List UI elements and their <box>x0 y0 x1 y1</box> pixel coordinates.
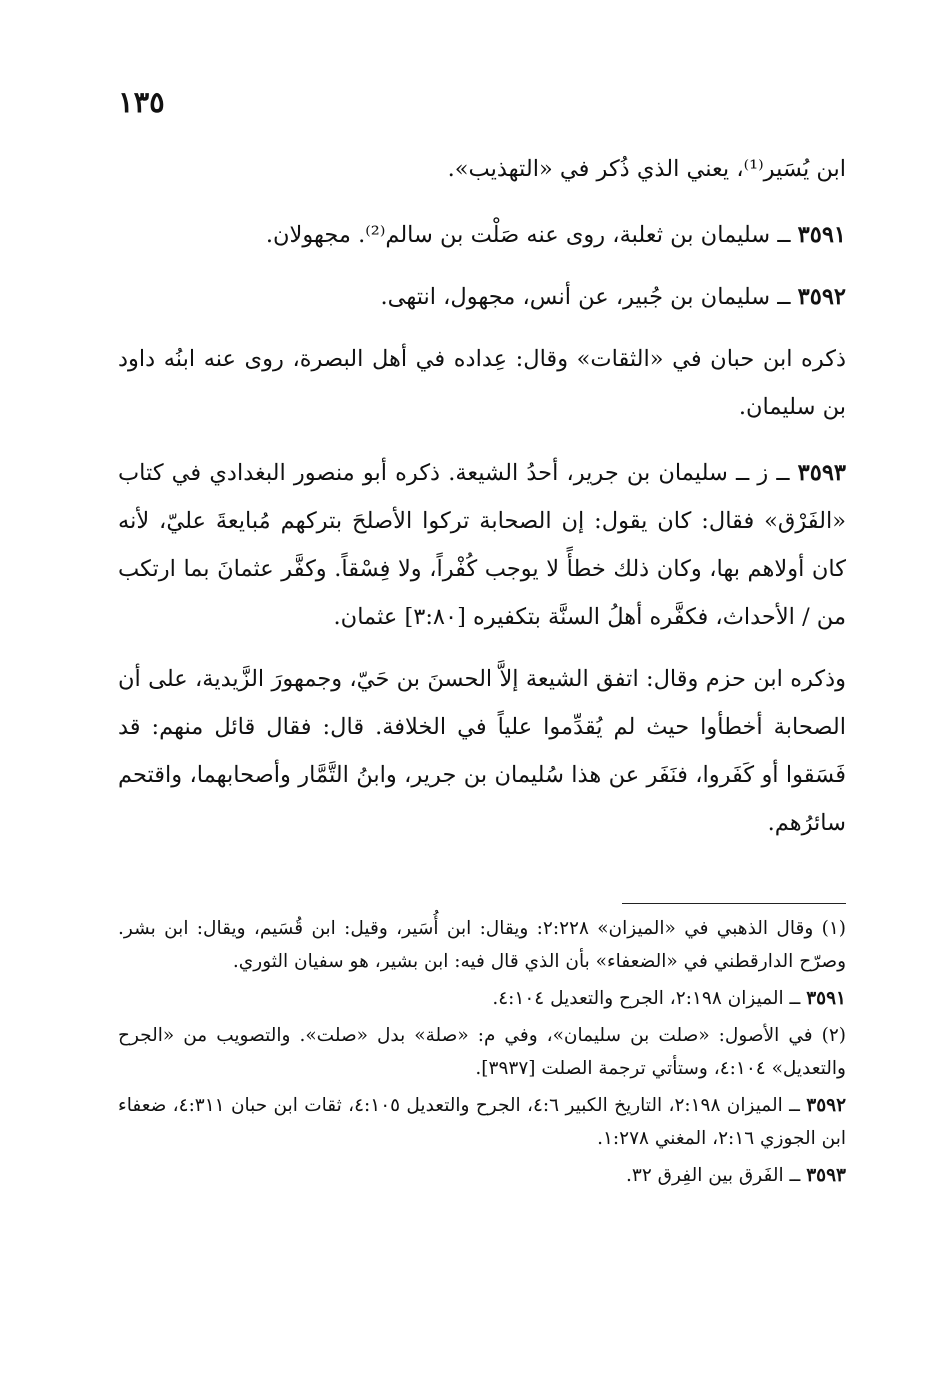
entry-number: ٣٥٩٢ <box>797 284 846 310</box>
source-note-3591 <box>118 982 846 1015</box>
page-number: ١٣٥ <box>118 85 165 119</box>
footnote-text: ــ الفَرق بين الفِرق ٣٢. <box>626 1165 801 1186</box>
footnote-label: ٣٥٩٣ <box>806 1165 846 1186</box>
source-note-3593 <box>118 1159 846 1192</box>
entry-text: ــ سليمان بن جُبير، عن أنس، مجهول، انتهى. <box>380 284 791 310</box>
entry-3591 <box>118 211 846 259</box>
entry-3593 <box>118 449 846 641</box>
footnote-label: ٣٥٩٢ <box>806 1095 847 1116</box>
footnote-text: وقال الذهبي في «الميزان» ٢:٢٢٨: ويقال: ابن أُسَير، وقيل: ابن قُسَيم، ويقال: ابن بشر. وصرّح الدارقطني في «الضعفاء» بأن الذي قال فيه: ابن بشير، هو سفيان الثوري. <box>118 918 846 972</box>
entry-number: ٣٥٩١ <box>797 222 846 248</box>
footnote-label: (١) <box>821 918 846 939</box>
footnote-separator <box>622 903 846 904</box>
main-text <box>118 145 846 865</box>
entry-text-end: عثمان. <box>333 604 398 630</box>
footnote-label: ٣٥٩١ <box>806 988 846 1009</box>
entry-text: ــ سليمان بن ثعلبة، روى عنه صَلْت بن سالم⁽²⁾. مجهولان. <box>265 222 791 248</box>
footnotes <box>118 912 846 1196</box>
footnote-text: في الأصول: «صلت بن سليمان»، وفي م: «صلة» بدل «صلت». والتصويب من «الجرح والتعديل» ٤:١٠٤، وستأتي ترجمة الصلت [٣٩٣٧]. <box>118 1025 846 1079</box>
entry-3592 <box>118 273 846 321</box>
entry-number: ٣٥٩٣ <box>797 460 846 486</box>
source-note-3592 <box>118 1089 846 1155</box>
footnote-text: ــ الميزان ٢:١٩٨، التاريخ الكبير ٤:٦، الجرح والتعديل ٤:١٠٥، ثقات ابن حبان ٤:٣١١، ضعفاء ابن الجوزي ٢:١٦، المغني ١:٢٧٨. <box>118 1095 846 1149</box>
footnote-2 <box>118 1019 846 1085</box>
entry-text: ــ ز ــ سليمان بن جرير، أحدُ الشيعة. ذكره أبو منصور البغدادي في كتاب «الفَرْق» فقال: كان يقول: إن الصحابة تركوا الأصلحَ بتركهم مُبايعةَ عليّ، لأنه كان أولاهم بها، وكان ذلك خطأً لا يوجب كُفْراً، ولا فِسْقاً. وكفَّر عثمانَ بما ارتكب من / الأحداث، فكفَّره أهلُ السنَّة بتكفيره <box>118 460 846 630</box>
paragraph-3592-note: ذكره ابن حبان في «الثقات» وقال: عِداده في أهل البصرة، روى عنه ابنُه داود بن سليمان. <box>118 346 846 420</box>
footnote-1 <box>118 912 846 978</box>
paragraph-ibn-hazm: وذكره ابن حزم وقال: اتفق الشيعة إلاَّ الحسنَ بن حَيّ، وجمهورَ الزَّيدية، على أن الصحابة أخطأوا حيث لم يُقدِّموا علياً في الخلافة. قال: فقال قائل منهم: قد فَسَقوا أو كَفَروا، فنَفَر عن هذا سُليمان بن جرير، وابنُ التَّمَّار وأصحابهما، واقتحم سائرُهم. <box>118 666 846 836</box>
footnote-text: ــ الميزان ٢:١٩٨، الجرح والتعديل ٤:١٠٤. <box>492 988 801 1009</box>
footnote-label: (٢) <box>821 1025 846 1046</box>
paragraph-continuation: ابن يُسَير⁽¹⁾، يعني الذي ذُكر في «التهذيب». <box>447 156 846 182</box>
original-page-reference: [٣:٨٠] <box>404 604 466 630</box>
